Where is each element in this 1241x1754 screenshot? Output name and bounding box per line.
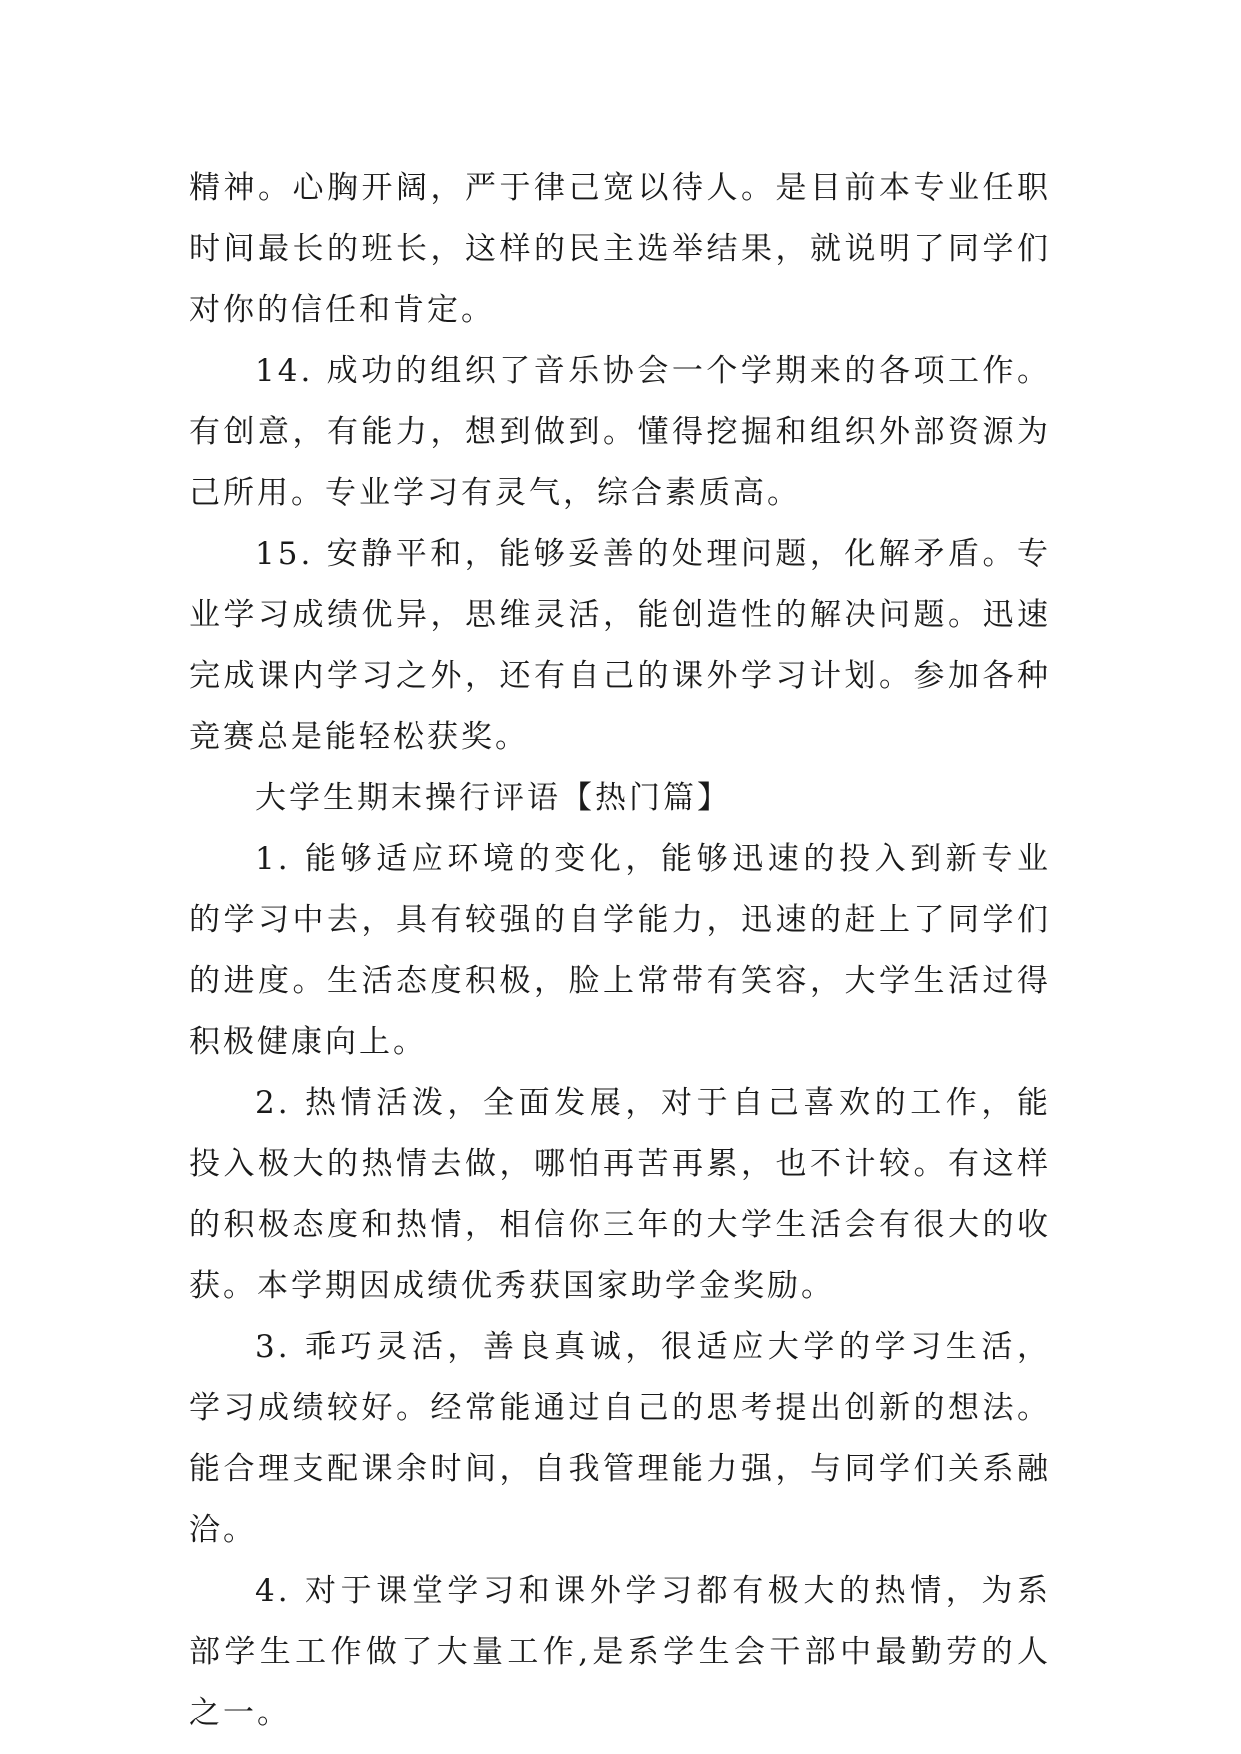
paragraph-item-2: 2. 热情活泼，全面发展，对于自己喜欢的工作，能投入极大的热情去做，哪怕再苦再累，也不计较。有这样的积极态度和热情，相信你三年的大学生活会有很大的收获。本学期因成绩优秀获国家助学金奖励。 bbox=[189, 1085, 1051, 1304]
paragraph-item-4: 4. 对于课堂学习和课外学习都有极大的热情，为系部学生工作做了大量工作,是系学生会干部中最勤劳的人之一。 bbox=[189, 1573, 1051, 1731]
document-body bbox=[189, 158, 1051, 1744]
section-heading: 大学生期末操行评语【热门篇】 bbox=[255, 780, 731, 816]
paragraph-item-14: 14. 成功的组织了音乐协会一个学期来的各项工作。有创意，有能力，想到做到。懂得挖掘和组织外部资源为己所用。专业学习有灵气，综合素质高。 bbox=[189, 353, 1051, 511]
paragraph-item-3: 3. 乖巧灵活，善良真诚，很适应大学的学习生活，学习成绩较好。经常能通过自己的思考提出创新的想法。能合理支配课余时间，自我管理能力强，与同学们关系融洽。 bbox=[189, 1329, 1051, 1548]
paragraph-continuation: 精神。心胸开阔，严于律己宽以待人。是目前本专业任职时间最长的班长，这样的民主选举结果，就说明了同学们对你的信任和肯定。 bbox=[189, 170, 1051, 328]
paragraph-item-15: 15. 安静平和，能够妥善的处理问题，化解矛盾。专业学习成绩优异，思维灵活，能创造性的解决问题。迅速完成课内学习之外，还有自己的课外学习计划。参加各种竞赛总是能轻松获奖。 bbox=[189, 536, 1051, 755]
paragraph-item-1: 1. 能够适应环境的变化，能够迅速的投入到新专业的学习中去，具有较强的自学能力，迅速的赶上了同学们的进度。生活态度积极，脸上常带有笑容，大学生活过得积极健康向上。 bbox=[189, 841, 1051, 1060]
